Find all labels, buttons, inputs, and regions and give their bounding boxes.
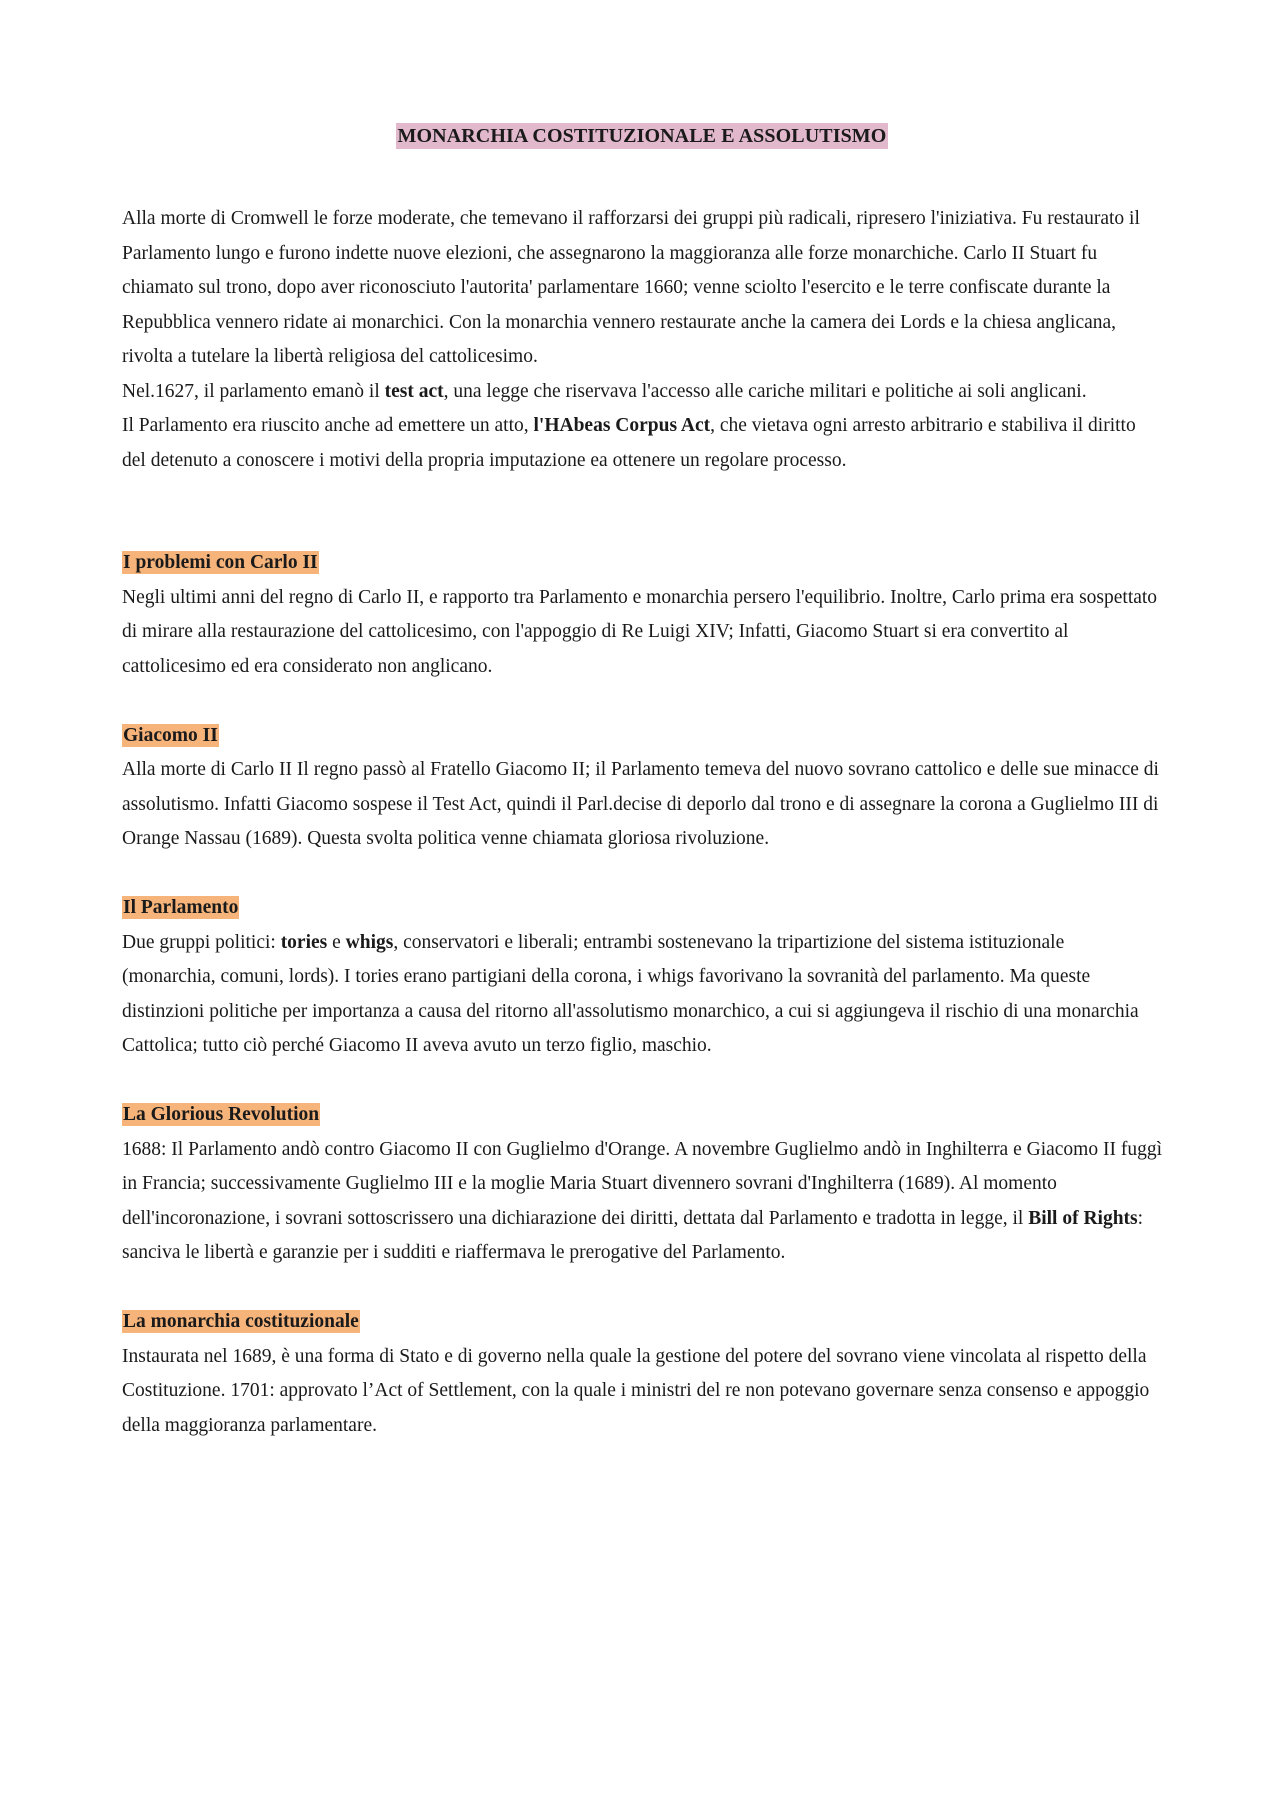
section-text: Instaurata nel 1689, è una forma di Stato e di governo nella quale la gestione del potere del sovrano viene vincolata al rispetto della Costituzione. 1701: approvato l’Act of Settlement, con la quale i ministri del re non potevano governare senza consenso e appoggio della maggioranza parlamentare. bbox=[122, 1345, 1150, 1436]
bold-term-habeas-corpus: l'HAbeas Corpus Act bbox=[533, 415, 711, 436]
section-text: Negli ultimi anni del regno di Carlo II, e rapporto tra Parlamento e monarchia persero l'equilibrio. Inoltre, Carlo prima era sospettato di mirare alla restaurazione del cattolicesimo, con l'appoggio di Re Luigi XIV; Infatti, Giacomo Stuart si era convertito al cattolicesimo ed era considerato non anglicano. bbox=[122, 586, 1158, 677]
intro-paragraph-3 bbox=[122, 409, 1162, 478]
section-heading: La Glorious Revolution bbox=[123, 1104, 320, 1125]
section-heading: Il Parlamento bbox=[123, 897, 239, 918]
section-heading-line bbox=[122, 1098, 1162, 1133]
intro-paragraph-2 bbox=[122, 375, 1162, 410]
section-heading-line bbox=[122, 546, 1162, 581]
section-text bbox=[122, 926, 1162, 1064]
section-heading: Giacomo II bbox=[123, 724, 218, 746]
bold-term-bill-of-rights: Bill of Rights bbox=[1028, 1207, 1138, 1229]
text-run: , una legge che riservava l'accesso alle cariche militari e politiche ai soli anglicani. bbox=[443, 380, 1087, 402]
text-run: 1688: Il Parlamento andò contro Giacomo II con Guglielmo d'Orange. A novembre Guglielmo andò in Inghilterra e Giacomo II fuggì in Francia; successivamente Guglielmo III e la moglie Maria Stuart divennero sovrani d'Inghilterra (1689). Al momento dell'incoronazione, i sovrani sottoscrissero una dichiarazione dei diritti, dettata dal Parlamento e tradotta in legge, il bbox=[122, 1138, 1162, 1229]
section-heading: La monarchia costituzionale bbox=[123, 1311, 359, 1332]
title-row bbox=[122, 118, 1162, 154]
intro-block bbox=[122, 202, 1162, 478]
text-run: , che vietava ogni arresto arbitrario e stabiliva il diritto del detenuto a conoscere i motivi della propria imputazione ea ottenere un regolare processo. bbox=[122, 415, 1136, 471]
bold-term-whigs: whigs bbox=[345, 931, 394, 953]
text-run: Il Parlamento era riuscito anche ad emettere un atto, bbox=[122, 415, 534, 436]
page-title: MONARCHIA COSTITUZIONALE E ASSOLUTISMO bbox=[397, 125, 887, 147]
section-glorious-revolution bbox=[122, 1098, 1162, 1271]
section-heading-line bbox=[122, 719, 1162, 754]
bold-term-test-act: test act bbox=[384, 380, 444, 402]
text-run: : sanciva le libertà e garanzie per i sudditi e riaffermava le prerogative del Parlamento. bbox=[122, 1207, 1144, 1263]
section-monarchia-costituzionale bbox=[122, 1305, 1162, 1443]
section-text bbox=[122, 1133, 1162, 1271]
section-text: Alla morte di Carlo II Il regno passò al Fratello Giacomo II; il Parlamento temeva del nuovo sovrano cattolico e delle sue minacce di assolutismo. Infatti Giacomo sospese il Test Act, quindi il Parl.decise di deporlo dal trono e di assegnare la corona a Guglielmo III di Orange Nassau (1689). Questa svolta politica venne chiamata gloriosa rivoluzione. bbox=[122, 759, 1159, 849]
section-giacomo bbox=[122, 719, 1162, 857]
document-body bbox=[122, 118, 1162, 1478]
section-carlo bbox=[122, 546, 1162, 684]
section-parlamento bbox=[122, 891, 1162, 1064]
text-run: , conservatori e liberali; entrambi sostenevano la tripartizione del sistema istituzionale (monarchia, comuni, lords). I tories erano partigiani della corona, i whigs favorivano la sovranità del parlamento. Ma queste distinzioni politiche per importanza a causa del ritorno all'assolutismo monarchico, a cui si aggiungeva il rischio di una monarchia Cattolica; tutto ciò perché Giacomo II aveva avuto un terzo figlio, maschio. bbox=[122, 931, 1139, 1056]
section-heading-line bbox=[122, 891, 1162, 926]
text-run: Nel.1627, il parlamento emanò il bbox=[122, 380, 385, 402]
bold-term-tories: tories bbox=[280, 931, 328, 953]
intro-paragraph-1: Alla morte di Cromwell le forze moderate, che temevano il rafforzarsi dei gruppi più radicali, ripresero l'iniziativa. Fu restaurato il Parlamento lungo e furono indette nuove elezioni, che assegnarono la maggioranza alle forze monarchiche. Carlo II Stuart fu chiamato sul trono, dopo aver riconosciuto l'autorita' parlamentare 1660; venne sciolto l'esercito e le terre confiscate durante la Repubblica vennero ridate ai monarchici. Con la monarchia vennero restaurate anche la camera dei Lords e la chiesa anglicana, rivolta a tutelare la libertà religiosa del cattolicesimo. bbox=[122, 208, 1140, 367]
section-heading: I problemi con Carlo II bbox=[123, 552, 318, 573]
section-heading-line bbox=[122, 1305, 1162, 1340]
text-run: Due gruppi politici: bbox=[122, 931, 281, 953]
text-run: e bbox=[327, 931, 346, 953]
